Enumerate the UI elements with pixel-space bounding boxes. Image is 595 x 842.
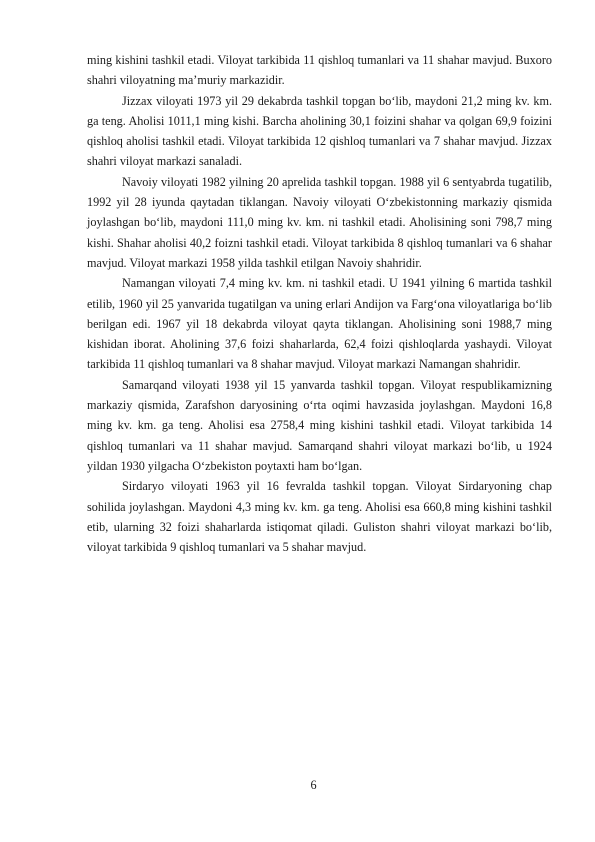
page-number: 6 — [310, 778, 317, 792]
paragraph-buxoro-continued: ming kishini tashkil etadi. Viloyat tarkibida 11 qishloq tumanlari va 11 shahar mavjud. Buxoro shahri viloyatning maʼmuriy markazidir. — [87, 53, 552, 88]
paragraph-navoiy: Navoiy viloyati 1982 yilning 20 aprelida tashkil topgan. 1988 yil 6 sentyabrda tugatilib, 1992 yil 28 iyunda qaytadan tiklangan. Navoiy viloyati O‘zbekistonning markaziy qismida joylashgan bo‘lib, maydoni 111,0 ming kv. km. ni tashkil etadi. Aholisining soni 798,7 ming kishi. Shahar aholisi 40,2 foizni tashkil etadi. Viloyat tarkibida 8 qishloq tumanlari va 6 shahar mavjud. Viloyat markazi 1958 yilda tashkil etilgan Navoiy shahridir. — [87, 174, 552, 270]
paragraph-jizzax: Jizzax viloyati 1973 yil 29 dekabrda tashkil topgan bo‘lib, maydoni 21,2 ming kv. km. ga teng. Aholisi 1011,1 ming kishi. Barcha aholining 30,1 foizini shahar va qolgan 69,9 foizini qishloq aholisi tashkil etadi. Viloyat tarkibida 12 qishloq tumanlari va 7 shahar mavjud. Jizzax shahri viloyat markazi sanaladi. — [87, 93, 552, 169]
paragraph-sirdaryo: Sirdaryo viloyati 1963 yil 16 fevralda tashkil topgan. Viloyat Sirdaryoning chap sohilida joylashgan. Maydoni 4,3 ming kv. km. ga teng. Aholisi esa 660,8 ming kishini tashkil etib, ularning 32 foizi shaharlarda istiqomat qiladi. Guliston shahri viloyat markazi bo‘lib, viloyat tarkibida 9 qishloq tumanlari va 5 shahar mavjud. — [87, 479, 552, 555]
paragraph-namangan: Namangan viloyati 7,4 ming kv. km. ni tashkil etadi. U 1941 yilning 6 martida tashkil etilib, 1960 yil 25 yanvarida tugatilgan va uning erlari Andijon va Farg‘ona viloyatlariga bo‘lib berilgan edi. 1967 yil 18 dekabrda viloyat qayta tiklangan. Aholisining soni 1988,7 ming kishidan iborat. Aholining 37,6 foizi shaharlarda, 62,4 foizi qishloqlarda yashaydi. Viloyat tarkibida 11 qishloq tumanlari va 8 shahar mavjud. Viloyat markazi Namangan shahridir. — [87, 276, 552, 372]
paragraph-samarqand: Samarqand viloyati 1938 yil 15 yanvarda tashkil topgan. Viloyat respublikamizning markaziy qismida, Zarafshon daryosining o‘rta oqimi havzasida joylashgan. Maydoni 16,8 ming kv. km. ga teng. Aholisi esa 2758,4 ming kishini tashkil etadi. Viloyat tarkibida 14 qishloq tumanlari va 11 shahar mavjud. Samarqand shahri viloyat markazi bo‘lib, u 1924 yildan 1930 yilgacha O‘zbekiston poytaxti ham bo‘lgan. — [87, 377, 552, 473]
page-body — [87, 50, 552, 557]
